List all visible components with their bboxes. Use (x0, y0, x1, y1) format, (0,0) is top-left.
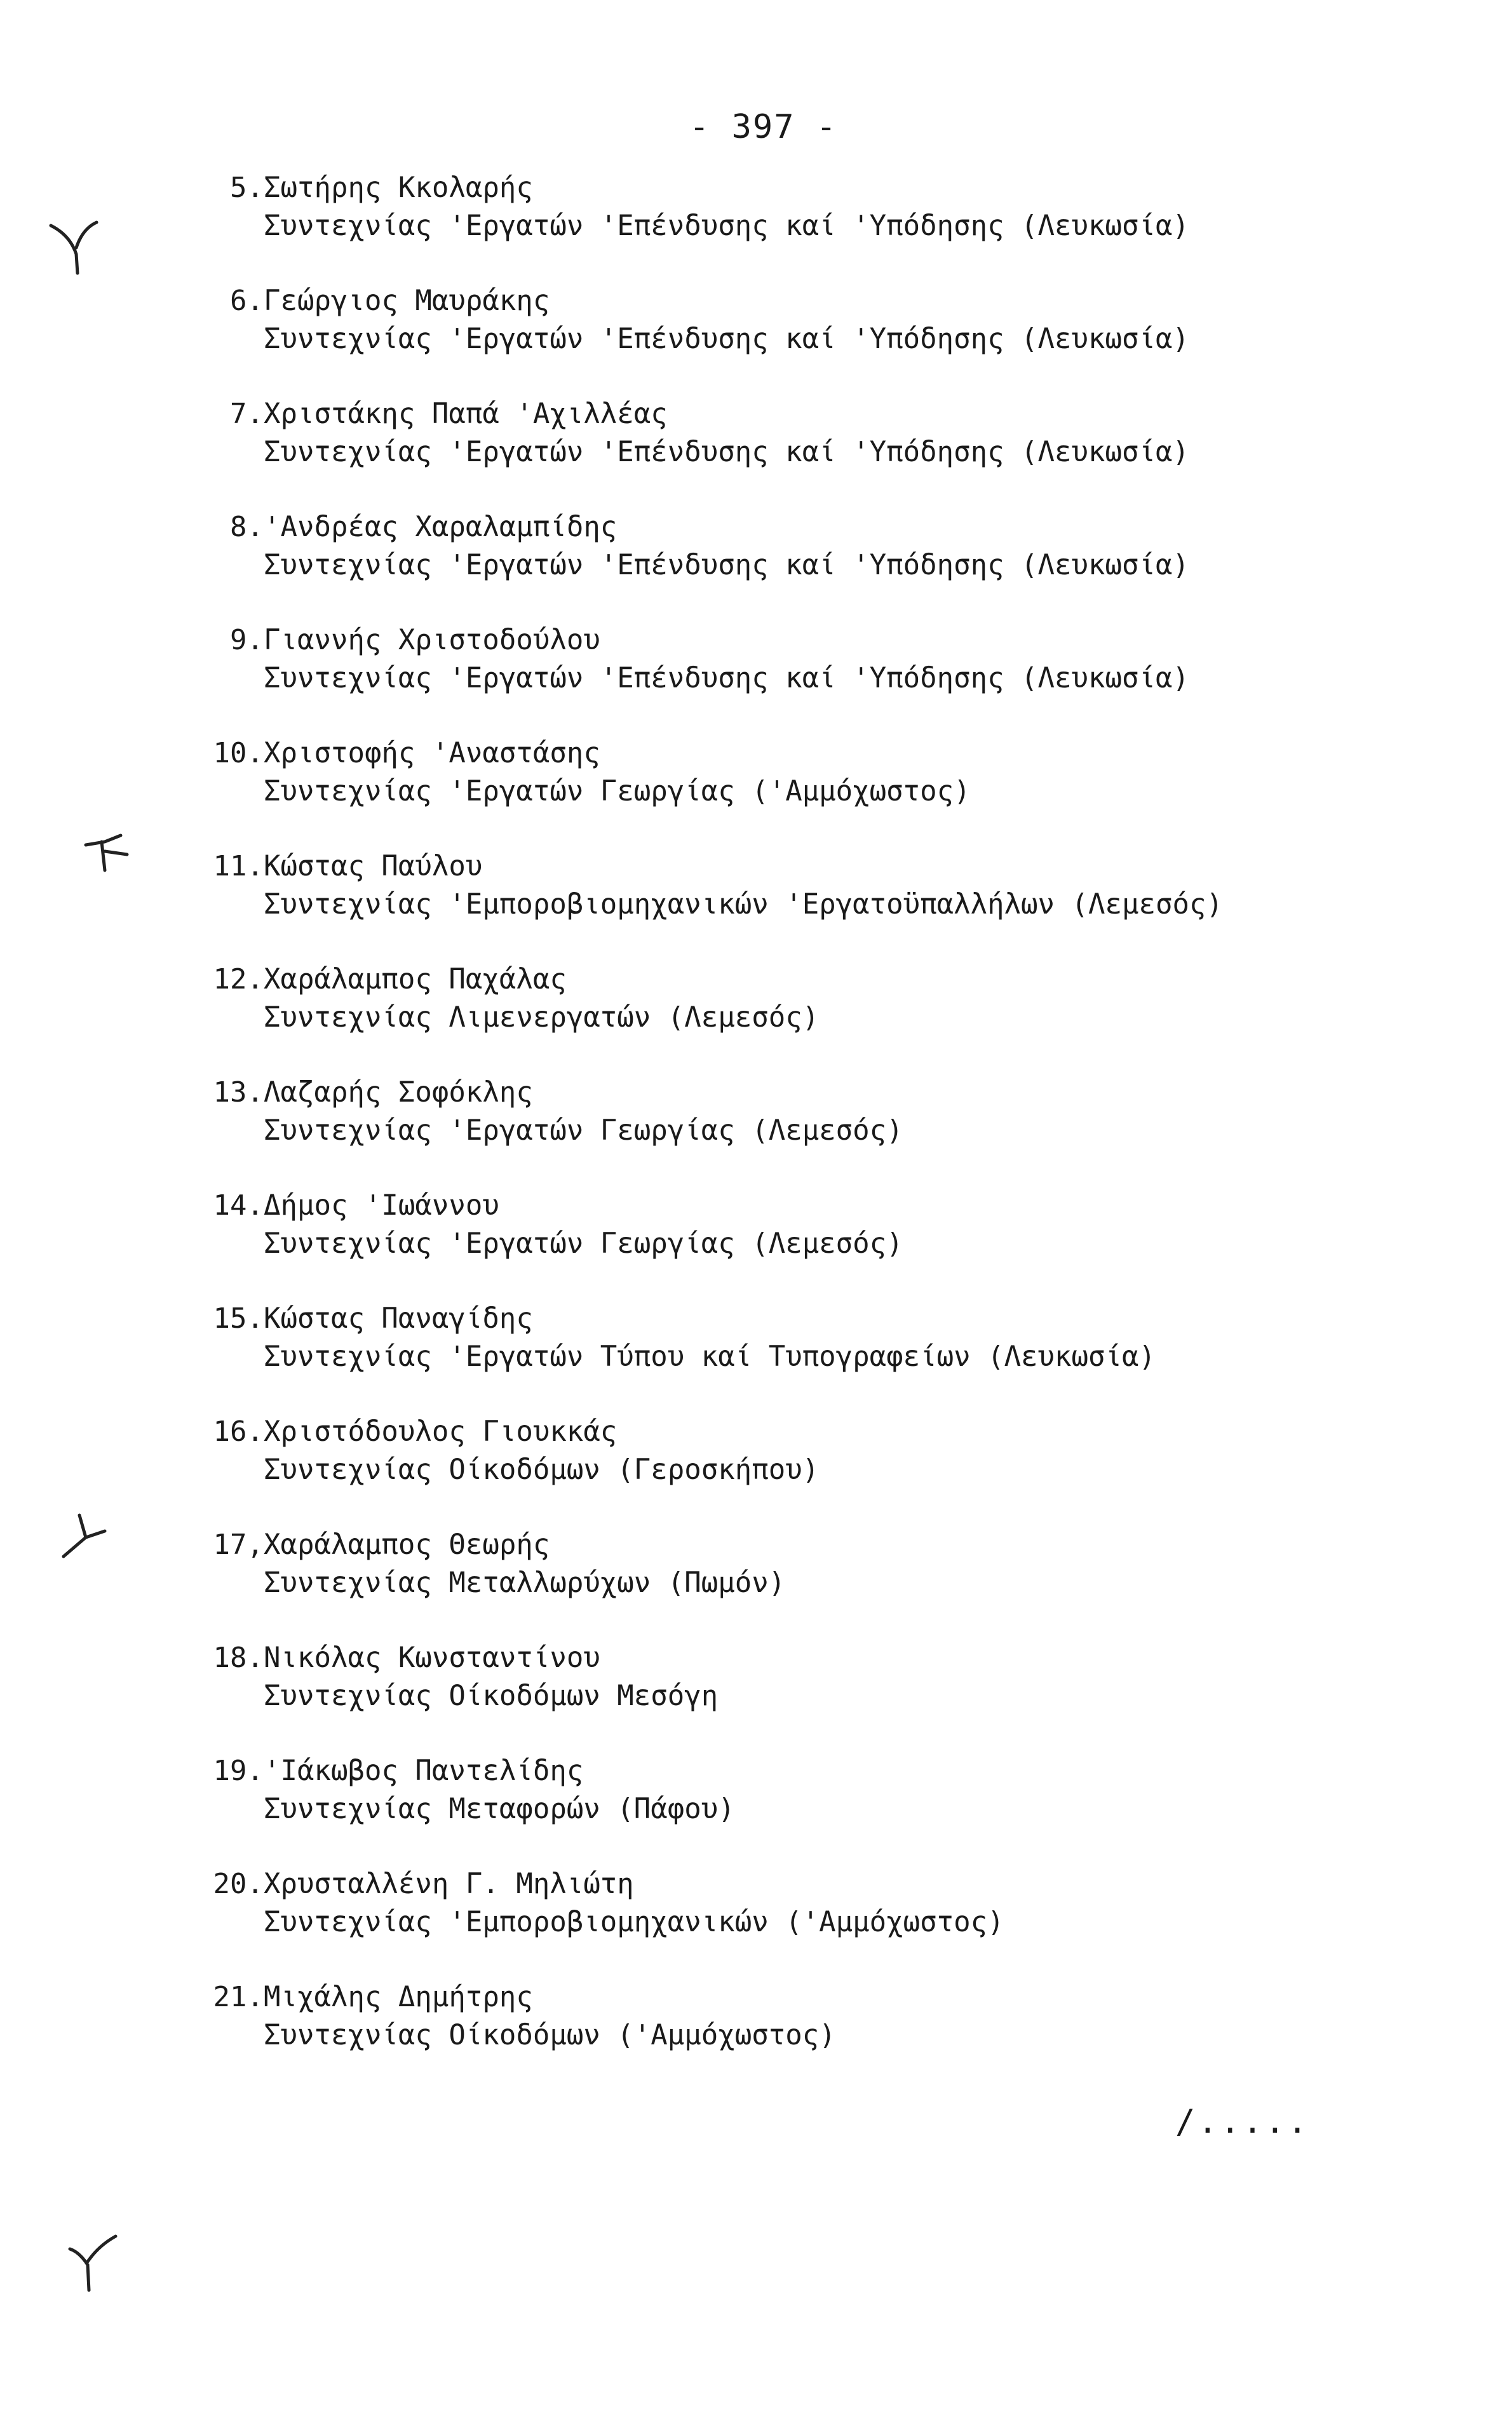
list-item (203, 1981, 1398, 2094)
entry-number: 15. (213, 1302, 264, 1335)
entry-number: 12. (213, 963, 264, 996)
entry-number: 17, (213, 1529, 264, 1561)
list-item (203, 1302, 1398, 1415)
union-name: Συντεχνίας Μεταλλωρύχων (Πωμόν) (264, 1567, 786, 1599)
list-item (203, 850, 1398, 963)
entry-number: 5. (230, 172, 264, 204)
union-name: Συντεχνίας 'Εργατών Γεωργίας ('Αμμόχωστος) (264, 775, 971, 807)
list-item (203, 737, 1398, 850)
union-name: Συντεχνίας 'Εμποροβιομηχανικών ('Αμμόχωστος) (264, 1906, 1004, 1938)
person-name: Μιχάλης Δημήτρης (264, 1981, 533, 2013)
list-item (203, 1076, 1398, 1189)
union-name: Συντεχνίας 'Εργατών Τύπου καί Τυπογραφείων (Λευκωσία) (264, 1340, 1156, 1373)
entry-list (203, 172, 1398, 2094)
union-name: Συντεχνίας 'Εργατών 'Επένδυσης καί 'Υπόδησης (Λευκωσία) (264, 549, 1189, 581)
person-name: Σωτήρης Κκολαρής (264, 172, 533, 204)
entry-number: 19. (213, 1755, 264, 1787)
continuation-marker: /..... (1175, 2103, 1310, 2141)
entry-number: 14. (213, 1189, 264, 1222)
union-name: Συντεχνίας 'Εργατών Γεωργίας (Λεμεσός) (264, 1227, 903, 1260)
person-name: Κώστας Παύλου (264, 850, 483, 882)
list-item (203, 963, 1398, 1076)
list-item (203, 172, 1398, 285)
person-name: 'Ανδρέας Χαραλαμπίδης (264, 511, 618, 543)
check-mark-icon (44, 210, 102, 280)
list-item (203, 1755, 1398, 1868)
entry-number: 16. (213, 1415, 264, 1448)
union-name: Συντεχνίας Λιμενεργατών (Λεμεσός) (264, 1001, 820, 1034)
list-item (203, 1529, 1398, 1642)
entry-number: 13. (213, 1076, 264, 1109)
entry-number: 20. (213, 1868, 264, 1900)
check-mark-icon (51, 1506, 114, 1569)
list-item (203, 1642, 1398, 1755)
person-name: Γιαννής Χριστοδούλου (264, 624, 600, 656)
union-name: Συντεχνίας 'Εργατών 'Επένδυσης καί 'Υπόδησης (Λευκωσία) (264, 436, 1189, 468)
page-number: - 397 - (689, 108, 838, 146)
person-name: Χριστάκης Παπά 'Αχιλλέας (264, 398, 668, 430)
list-item (203, 1868, 1398, 1981)
union-name: Συντεχνίας Οίκοδόμων Μεσόγη (264, 1680, 719, 1712)
list-item (203, 1415, 1398, 1529)
union-name: Συντεχνίας Μεταφορών (Πάφου) (264, 1793, 735, 1825)
entry-number: 9. (230, 624, 264, 656)
union-name: Συντεχνίας 'Εργατών 'Επένδυσης καί 'Υπόδησης (Λευκωσία) (264, 662, 1189, 694)
person-name: Λαζαρής Σοφόκλης (264, 1076, 533, 1109)
entry-number: 18. (213, 1642, 264, 1674)
person-name: Χριστοφής 'Αναστάσης (264, 737, 600, 769)
entry-number: 10. (213, 737, 264, 769)
check-mark-icon (76, 826, 133, 883)
person-name: Γεώργιος Μαυράκης (264, 285, 550, 317)
union-name: Συντεχνίας 'Εργατών 'Επένδυσης καί 'Υπόδησης (Λευκωσία) (264, 210, 1189, 242)
list-item (203, 398, 1398, 511)
person-name: 'Ιάκωβος Παντελίδης (264, 1755, 584, 1787)
entry-number: 11. (213, 850, 264, 882)
entry-number: 7. (230, 398, 264, 430)
person-name: Νικόλας Κωνσταντίνου (264, 1642, 600, 1674)
person-name: Χαράλαμπος Παχάλας (264, 963, 567, 996)
list-item (203, 285, 1398, 398)
person-name: Χριστόδουλος Γιουκκάς (264, 1415, 618, 1448)
list-item (203, 511, 1398, 624)
union-name: Συντεχνίας Οίκοδόμων (Γεροσκήπου) (264, 1454, 820, 1486)
union-name: Συντεχνίας 'Εμποροβιομηχανικών 'Εργατοϋπαλλήλων (Λεμεσός) (264, 888, 1223, 921)
person-name: Χαράλαμπος Θεωρής (264, 1529, 550, 1561)
union-name: Συντεχνίας 'Εργατών 'Επένδυσης καί 'Υπόδησης (Λευκωσία) (264, 323, 1189, 355)
union-name: Συντεχνίας Οίκοδόμων ('Αμμόχωστος) (264, 2019, 836, 2051)
entry-number: 6. (230, 285, 264, 317)
list-item (203, 1189, 1398, 1302)
entry-number: 8. (230, 511, 264, 543)
person-name: Δήμος 'Ιωάννου (264, 1189, 499, 1222)
person-name: Χρυσταλλένη Γ. Μηλιώτη (264, 1868, 634, 1900)
check-mark-icon (57, 2224, 127, 2300)
list-item (203, 624, 1398, 737)
union-name: Συντεχνίας 'Εργατών Γεωργίας (Λεμεσός) (264, 1114, 903, 1147)
person-name: Κώστας Παναγίδης (264, 1302, 533, 1335)
entry-number: 21. (213, 1981, 264, 2013)
